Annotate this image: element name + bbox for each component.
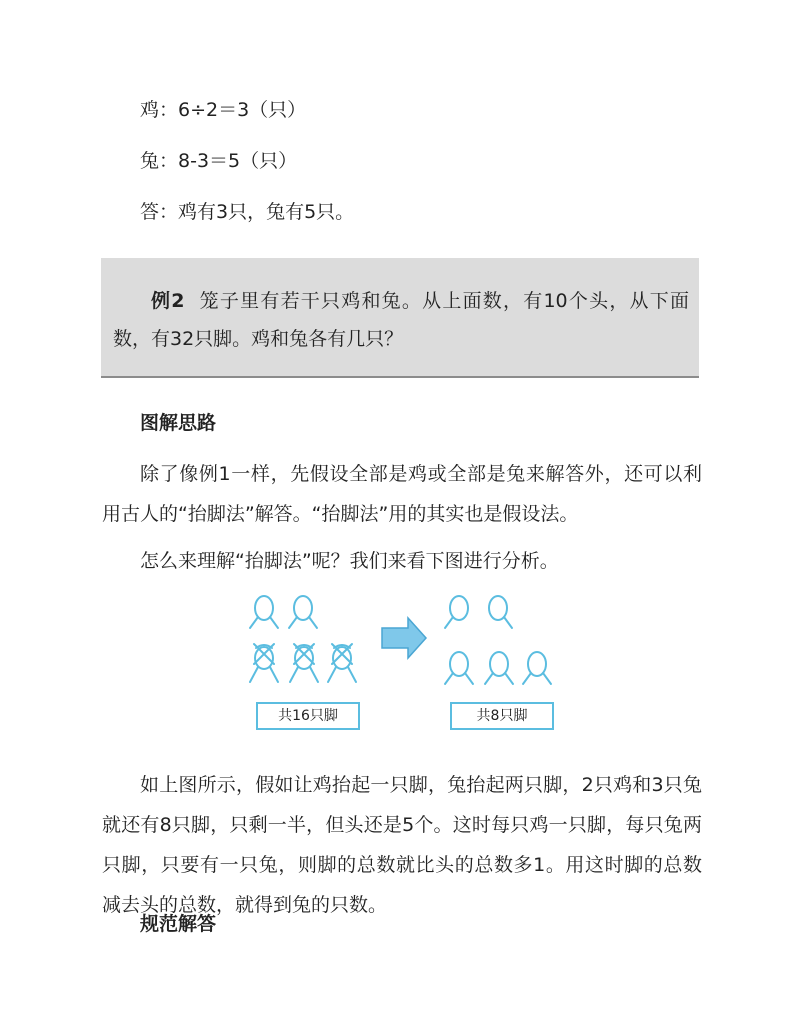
thinking-paragraph-2: 怎么来理解“抬脚法”呢？我们来看下图进行分析。 [140, 550, 559, 572]
leg-lifting-figure [240, 588, 570, 736]
left-leg-count-label: 共16只脚 [256, 702, 360, 730]
right-animals-group [445, 596, 551, 684]
rabbit-lifted-icon [523, 652, 551, 684]
right-leg-count-label: 共8只脚 [450, 702, 554, 730]
example-box [101, 258, 699, 378]
left-animals-group [250, 596, 356, 682]
rabbit-standing-icon [290, 644, 318, 682]
example-text: 笼子里有若干只鸡和兔。从上面数，有10个头，从下面数，有32只脚。鸡和兔各有几只？ [113, 290, 689, 350]
thinking-paragraph-1: 除了像例1一样，先假设全部是鸡或全部是兔来解答外，还可以利用古人的“抬脚法”解答。“抬脚法”用的其实也是假设法。 [102, 463, 702, 525]
chicken-one-leg-icon [445, 596, 468, 628]
rabbit-lifted-icon [445, 652, 473, 684]
rabbit-lifted-icon [485, 652, 513, 684]
solution-line-answer: 答：鸡有3只，兔有5只。 [140, 201, 355, 223]
rabbit-standing-icon [328, 644, 356, 682]
explanation-paragraph: 如上图所示，假如让鸡抬起一只脚，兔抬起两只脚，2只鸡和3只兔就还有8只脚，只剩一半，但头还是5个。这时每只鸡一只脚，每只兔两只脚，只要有一只兔，则脚的总数就比头的总数多1。用这时脚的总数减去头的总数，就得到兔的只数。 [102, 774, 702, 916]
chicken-standing-icon [289, 596, 317, 628]
chicken-standing-icon [250, 596, 278, 628]
chicken-one-leg-icon [489, 596, 512, 628]
solution-line-chicken: 鸡：6÷2＝3（只） [140, 99, 307, 121]
example-content [113, 282, 689, 358]
section-title-thinking: 图解思路 [140, 412, 217, 434]
right-arrow-icon [382, 618, 426, 658]
section-title-solution: 规范解答 [140, 913, 217, 935]
example-label: 例2 [151, 290, 185, 312]
rabbit-standing-icon [250, 644, 278, 682]
solution-line-rabbit: 兔：8-3＝5（只） [140, 150, 298, 172]
